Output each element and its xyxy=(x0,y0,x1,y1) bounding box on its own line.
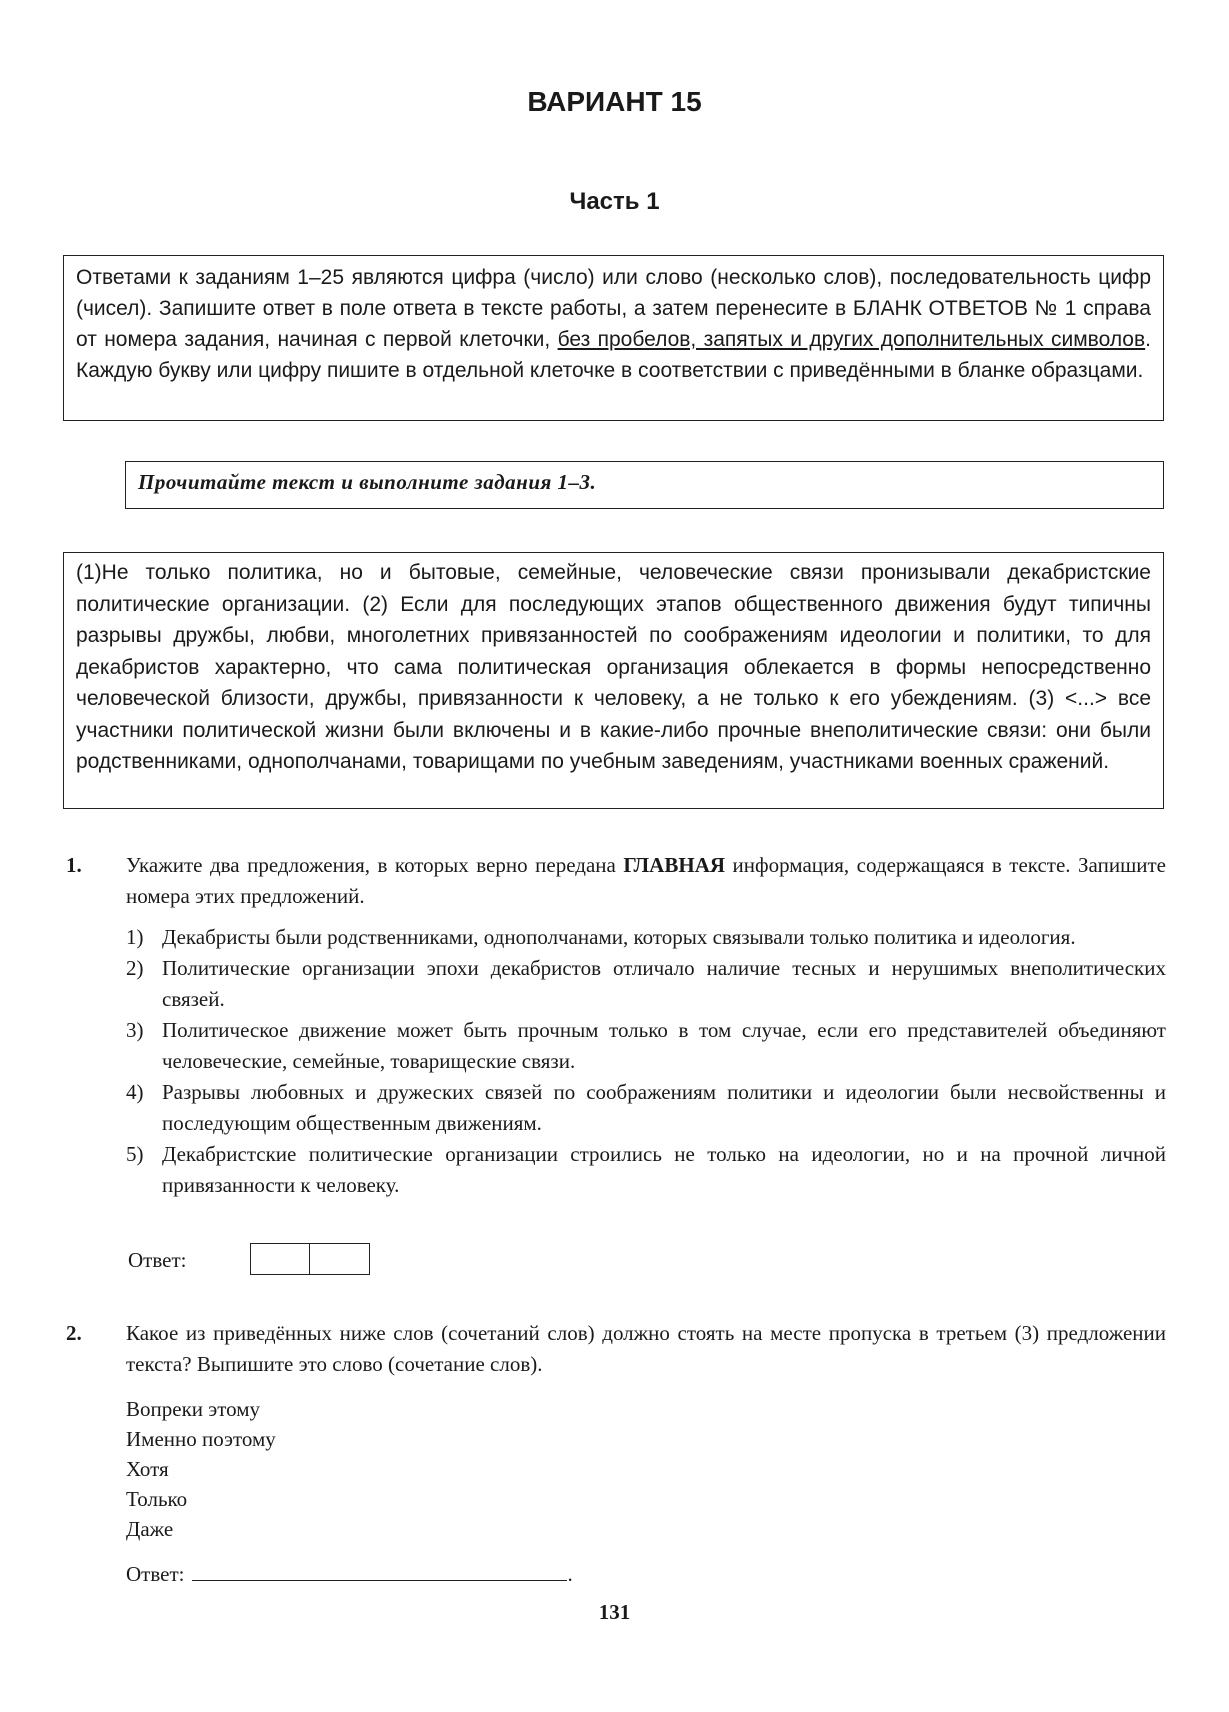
task-1 xyxy=(66,850,1166,1201)
passage-box xyxy=(63,552,1164,809)
option-text: Декабристы были родственниками, однополчанами, которых связывали только политика и идеология. xyxy=(162,925,1076,949)
options-list xyxy=(126,922,1166,1201)
instructions-text: Ответами к заданиям 1–25 являются цифра (число) или слово (несколько слов), последовательность цифр (чисел). Запишите ответ в поле ответа в тексте работы, а затем перенесите в БЛАНК ОТВЕТОВ № 1 справа от номера задания, начиная с первой клеточки, xyxy=(76,266,1151,351)
instructions-box xyxy=(63,255,1164,421)
word-option: Именно поэтому xyxy=(126,1427,276,1451)
option-item xyxy=(126,922,1166,953)
option-text: Разрывы любовных и дружеских связей по соображениям политики и идеологии были несвойственны и последующим общественным движениям. xyxy=(162,1080,1166,1135)
task-1-answer-label: Ответ: xyxy=(128,1248,187,1272)
word-list xyxy=(126,1394,1166,1544)
option-text: Политические организации эпохи декабристов отличало наличие тесных и нерушимых внеполитических связей. xyxy=(162,956,1166,1011)
option-item xyxy=(126,1015,1166,1077)
task-1-answer-cells[interactable] xyxy=(250,1243,370,1275)
option-text: Декабристские политические организации строились не только на идеологии, но и на прочной личной привязанности к человеку. xyxy=(162,1142,1166,1197)
task-2-answer xyxy=(126,1560,573,1587)
word-option: Только xyxy=(126,1487,188,1511)
task-number: 2. xyxy=(66,1321,82,1345)
option-text: Политическое движение может быть прочным только в том случае, если его представителей объединяют человеческие, семейные, товарищеские связи. xyxy=(162,1018,1166,1073)
task-question-bold: ГЛАВНАЯ xyxy=(623,853,726,877)
word-option: Вопреки этому xyxy=(126,1397,261,1421)
option-number: 2) xyxy=(126,956,144,980)
page-number: 131 xyxy=(598,1600,631,1624)
task-question-text-end: информация, содержащаяся в тексте. Запишите номера этих предложений. xyxy=(126,853,1166,908)
word-option: Хотя xyxy=(126,1457,169,1481)
option-number: 5) xyxy=(126,1142,144,1166)
option-item xyxy=(126,1139,1166,1201)
task-question-text: Укажите два предложения, в которых верно передана xyxy=(126,853,624,877)
answer-cell[interactable] xyxy=(310,1243,370,1275)
task-2 xyxy=(66,1318,1166,1544)
option-number: 1) xyxy=(126,925,144,949)
task-number: 1. xyxy=(66,853,82,877)
answer-line-end: . xyxy=(567,1562,573,1586)
instructions-underlined: без пробелов, запятых и других дополнительных символов xyxy=(557,328,1146,351)
read-prompt-box xyxy=(125,461,1164,509)
word-option: Даже xyxy=(126,1517,174,1541)
option-item xyxy=(126,953,1166,1015)
option-item xyxy=(126,1077,1166,1139)
task-2-answer-label: Ответ: xyxy=(126,1562,185,1586)
read-prompt: Прочитайте текст и выполните задания 1–3. xyxy=(138,470,597,494)
option-number: 3) xyxy=(126,1018,144,1042)
task-question xyxy=(126,850,1166,912)
answer-line-field[interactable] xyxy=(192,1560,567,1581)
answer-cell[interactable] xyxy=(250,1243,310,1275)
part-title: Часть 1 xyxy=(569,188,660,215)
passage-text: (1)Не только политика, но и бытовые, семейные, человеческие связи пронизывали декабристские политические организации. (2) Если для последующих этапов общественного движения будут типичны разрывы дружбы, любви, многолетних привязанностей по соображениям идеологии и политики, то для декабристов характерно, что сама политическая организация облекается в формы непосредственно человеческой близости, дружбы, привязанности к человеку, а не только к его убеждениям. (3) <...> все участники политической жизни были включены и в какие-либо прочные внеполитические связи: они были родственниками, однополчанами, товарищами по учебным заведениям, участниками военных сражений. xyxy=(76,561,1151,773)
page-title: ВАРИАНТ 15 xyxy=(527,86,702,117)
option-number: 4) xyxy=(126,1080,144,1104)
instructions-text-end: . Каждую букву или цифру пишите в отдельной клеточке в соответствии с приведёнными в бланке образцами. xyxy=(76,328,1151,382)
task-question: Какое из приведённых ниже слов (сочетаний слов) должно стоять на месте пропуска в третьем (3) предложении текста? Выпишите это слово (сочетание слов). xyxy=(126,1321,1166,1376)
